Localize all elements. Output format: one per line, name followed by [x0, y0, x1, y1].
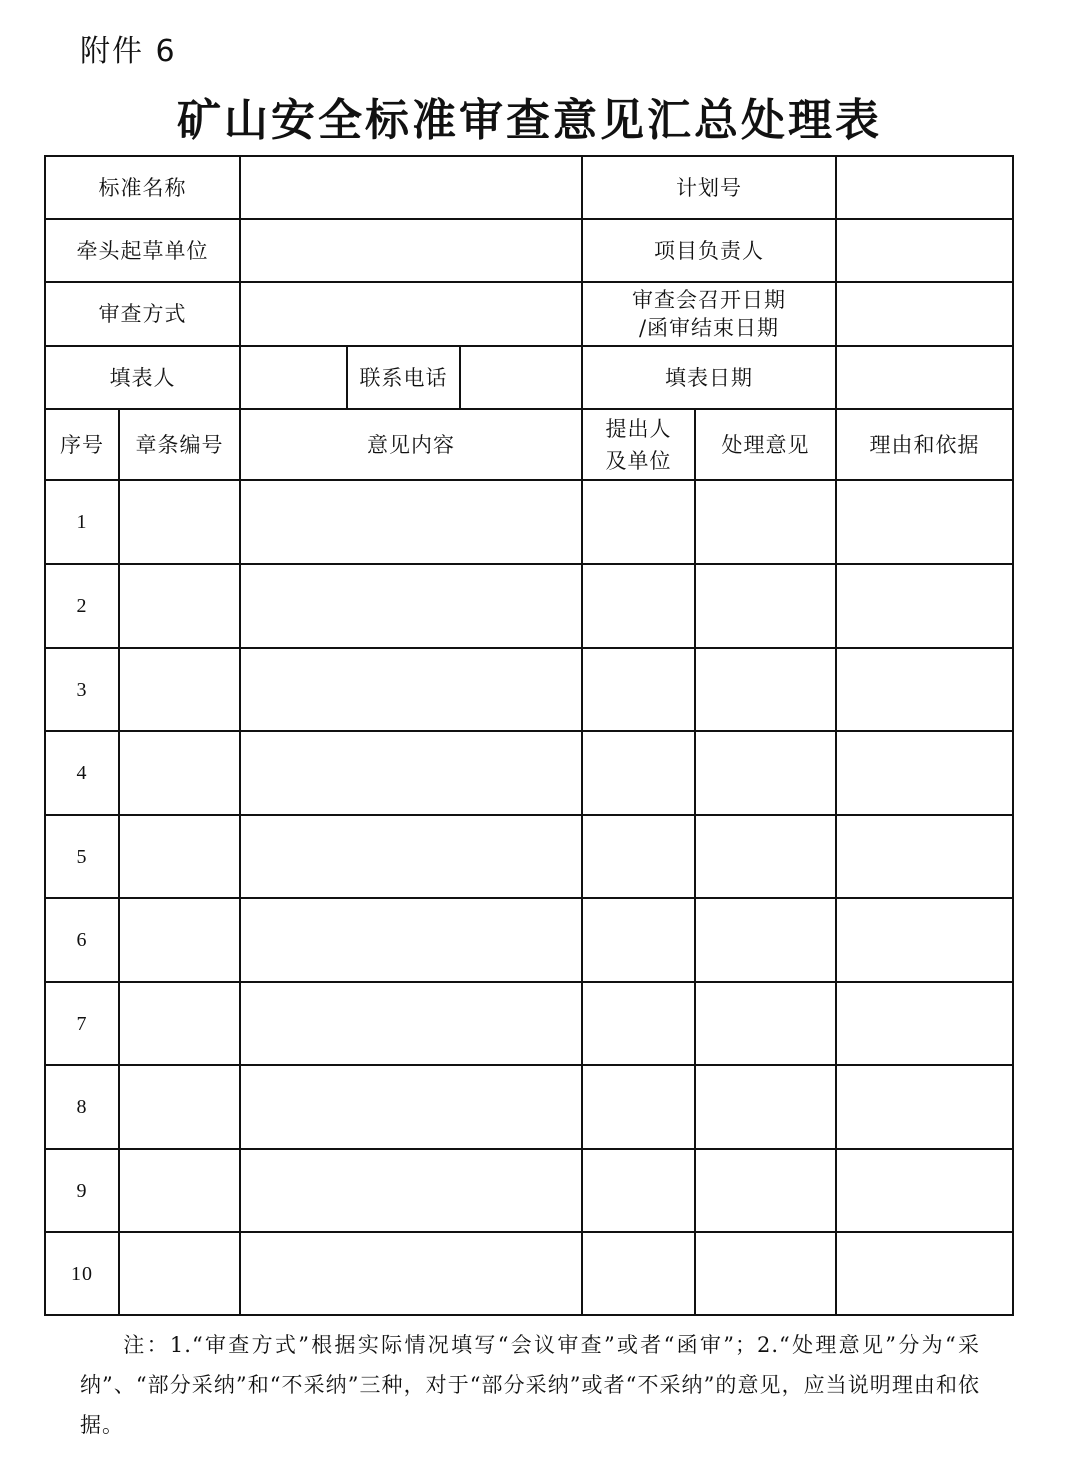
row-divider — [46, 1231, 1012, 1233]
row-divider — [46, 647, 1012, 649]
review-date-label-line2: /函审结束日期 — [638, 316, 780, 340]
filler-value[interactable] — [241, 347, 346, 408]
phone-label: 联系电话 — [359, 365, 448, 390]
lead-unit-label: 牵头起草单位 — [76, 238, 209, 263]
row-number: 10 — [71, 1262, 93, 1285]
project-leader-label: 项目负责人 — [654, 238, 764, 263]
row-number: 3 — [76, 678, 88, 701]
review-date-value[interactable] — [837, 283, 1012, 345]
attachment-label: 附件 6 — [80, 34, 177, 69]
row-number: 6 — [76, 929, 88, 951]
row-divider — [46, 1064, 1012, 1066]
col-header-handling: 处理意见 — [721, 432, 810, 457]
row-number: 7 — [76, 1012, 88, 1035]
row-number: 8 — [76, 1096, 88, 1118]
col-divider — [694, 408, 696, 1314]
row-divider — [46, 1148, 1012, 1150]
project-leader-value[interactable] — [837, 220, 1012, 281]
col-header-seq: 序号 — [60, 432, 104, 457]
plan-no-value[interactable] — [837, 157, 1012, 218]
review-date-label-line1: 审查会召开日期 — [632, 288, 786, 312]
row-number: 2 — [76, 595, 88, 617]
review-method-label: 审查方式 — [98, 302, 187, 326]
fill-date-label: 填表日期 — [665, 365, 753, 390]
col-divider — [118, 408, 120, 1314]
row-number: 4 — [76, 762, 88, 784]
row-divider — [46, 730, 1012, 732]
plan-no-label: 计划号 — [676, 175, 742, 200]
row-divider — [46, 981, 1012, 983]
filler-label: 填表人 — [109, 365, 176, 390]
page-title: 矿山安全标准审查意见汇总处理表 — [177, 95, 882, 146]
review-date-label — [583, 283, 835, 345]
row-divider — [46, 563, 1012, 565]
fill-date-value[interactable] — [837, 347, 1012, 408]
row-number: 5 — [76, 845, 88, 868]
review-form-table — [44, 155, 1014, 1316]
row-divider — [46, 897, 1012, 899]
col-header-proposer — [583, 410, 694, 479]
row-divider — [46, 814, 1012, 816]
col-header-clause: 章条编号 — [135, 432, 224, 457]
phone-value[interactable] — [461, 347, 581, 408]
col-header-proposer-line2: 及单位 — [605, 448, 672, 473]
row-number: 1 — [76, 511, 88, 533]
col-header-reason: 理由和依据 — [869, 432, 980, 457]
review-method-value[interactable] — [241, 283, 581, 345]
col-divider — [239, 408, 241, 1314]
col-header-proposer-line1: 提出人 — [605, 416, 672, 441]
standard-name-value[interactable] — [241, 157, 581, 218]
standard-name-label: 标准名称 — [98, 175, 187, 200]
row-divider — [46, 479, 1012, 481]
row-number: 9 — [76, 1179, 88, 1202]
footnote-text: 注：1.“审查方式”根据实际情况填写“会议审查”或者“函审”；2.“处理意见”分为“采纳”、“部分采纳”和“不采纳”三种，对于“部分采纳”或者“不采纳”的意见，应当说明理由和依据。 — [80, 1333, 980, 1437]
col-header-content: 意见内容 — [367, 432, 455, 457]
lead-unit-value[interactable] — [241, 220, 581, 281]
footnote — [80, 1325, 980, 1445]
